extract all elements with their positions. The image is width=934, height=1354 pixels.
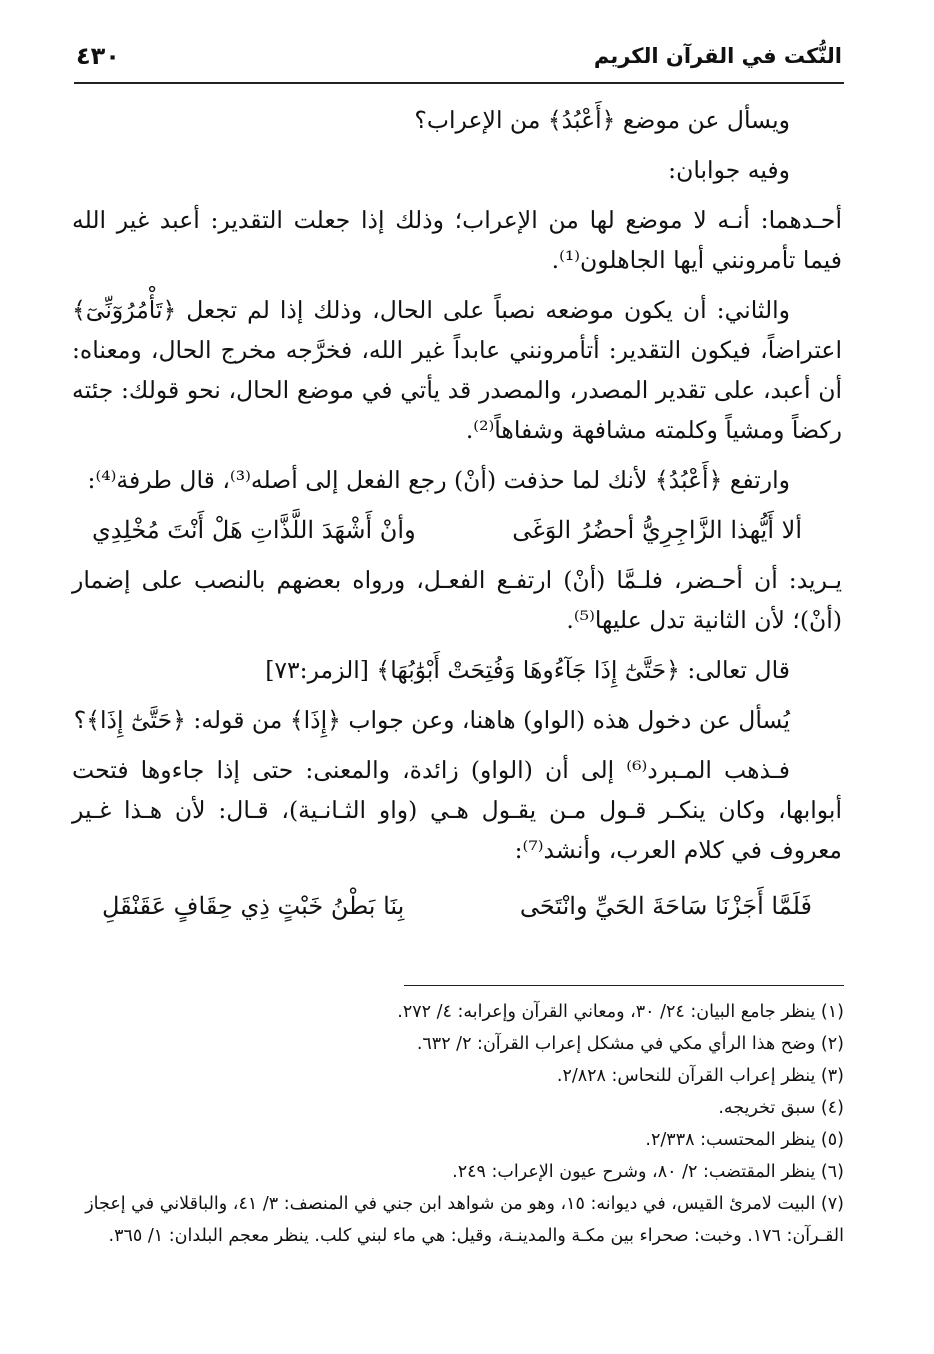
header-rule — [74, 82, 844, 84]
verse-first-hemistich: فَلَمَّا أَجَزْنَا سَاحَةَ الحَيِّ وانْتَحَى — [519, 892, 812, 920]
paragraph-question: ويسأل عن موضع ﴿أَعْبُدُ﴾ من الإعراب؟ — [414, 106, 790, 134]
paragraph-waw-question: يُسأل عن دخول هذه (الواو) هاهنا، وعن جواب ﴿إِذَا﴾ من قوله: ﴿حَتَّىٰٓ إِذَا﴾؟ — [73, 706, 790, 734]
footnote-3: (٣) ينظر إعراب القرآن للنحاس: ٢/٨٢٨. — [556, 1066, 844, 1086]
verse-second-hemistich: بِنَا بَطْنُ خَبْتٍ ذِي حِقَافٍ عَقَنْقَلِ — [102, 892, 405, 920]
header-title: النُّكت في القرآن الكريم — [593, 44, 842, 68]
page-number: ٤٣٠ — [76, 42, 120, 70]
footnote-6: (٦) ينظر المقتضب: ٢/ ٨٠، وشرح عيون الإعراب: ٢٤٩. — [452, 1162, 844, 1182]
footnote-5: (٥) ينظر المحتسب: ٢/٣٣٨. — [645, 1130, 844, 1150]
paragraph-answer-two: والثاني: أن يكون موضعه نصباً على الحال، وذلك إذا لم تجعل ﴿تَأْمُرُوٓنِّىٓ﴾ اعتراضاً، فيكون التقدير: أتأمرونني عابداً غير الله، فخرَّجه مخرج الحال، ومعناه: أن أعبد، على تقدير المصدر، والمصدر قد يأتي في موضع الحال، نحو قولك: جئته ركضاً ومشياً وكلمته مشافهة وشفاهاً⁽²⁾. — [72, 296, 842, 444]
footnote-rule — [404, 985, 844, 986]
verse-first-hemistich: ألا أَيُّهذا الزَّاجِرِيُّ أحضُرُ الوَغَى — [512, 516, 802, 544]
paragraph-tarafa: وارتفع ﴿أَعْبُدُ﴾ لأنك لما حذفت (أنْ) رجع الفعل إلى أصله⁽³⁾، قال طرفة⁽⁴⁾: — [87, 466, 790, 494]
paragraph-answer-one: أحـدهما: أنـه لا موضع لها من الإعراب؛ وذلك إذا جعلت التقدير: أعبد غير الله فيما تأمرونني أيها الجاهلون⁽¹⁾. — [72, 206, 842, 274]
footnote-4: (٤) سبق تخريجه. — [718, 1098, 844, 1118]
footnotes — [74, 996, 844, 1252]
main-text — [72, 100, 842, 926]
paragraph-two-answers: وفيه جوابان: — [668, 156, 790, 184]
paragraph-mubarrad: فـذهب المـبرد⁽⁶⁾ إلى أن (الواو) زائدة، والمعنى: حتى إذا جاءوها فتحت أبوابها، وكان ينكـر قـول مـن يقـول هـي (واو الثـانـية)، قـال: لأن هـذا غـير معروف في كلام العرب، وأنشد⁽⁷⁾: — [72, 756, 842, 864]
verse-imru-alqais — [102, 886, 812, 926]
footnote-7: (٧) البيت لامرئ القيس، في ديوانه: ١٥، وهو من شواهد ابن جني في المنصف: ٣/ ٤١، والباقلاني في إعجاز القـرآن: ١٧٦. وخبت: صحراء بين مكـة والمدينـة، وقيل: هي ماء لبني كلب. ينظر معجم البلدان: ١/ ٣٦٥. — [85, 1194, 844, 1246]
footnote-1: (١) ينظر جامع البيان: ٢٤/ ٣٠، ومعاني القرآن وإعرابه: ٤/ ٢٧٢. — [397, 1002, 844, 1022]
paragraph-quran-verse: قال تعالى: ﴿حَتَّىٰٓ إِذَا جَآءُوهَا وَفُتِحَتْ أَبْوَٰبُهَا﴾ [الزمر:٧٣] — [265, 656, 790, 684]
running-header — [76, 44, 842, 80]
verse-tarafa — [92, 510, 802, 550]
paragraph-explanation: يـريد: أن أحـضر، فلـمَّا (أنْ) ارتفـع الفعـل، ورواه بعضهم بالنصب على إضمار (أنْ)؛ لأن الثانية تدل عليها⁽⁵⁾. — [72, 566, 842, 634]
verse-second-hemistich: وأنْ أَشْهَدَ اللَّذَّاتِ هَلْ أَنْتَ مُخْلِدِي — [92, 516, 416, 544]
footnote-2: (٢) وضح هذا الرأي مكي في مشكل إعراب القرآن: ٢/ ٦٣٢. — [416, 1034, 844, 1054]
